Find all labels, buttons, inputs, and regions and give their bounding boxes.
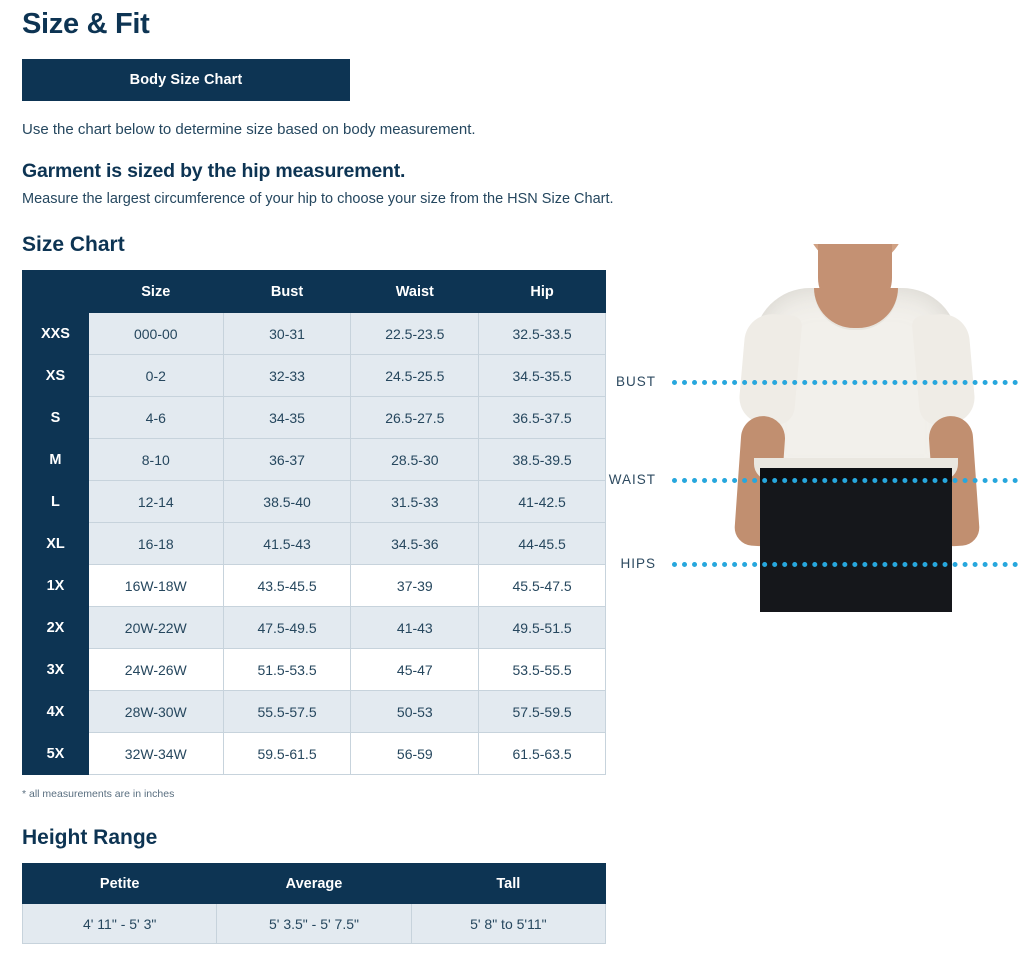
table-row — [23, 607, 606, 649]
column-header-size: Size — [88, 271, 223, 313]
cell-hip: 41-42.5 — [479, 481, 606, 523]
cell-bust: 34-35 — [223, 397, 351, 439]
height-range-table — [22, 863, 606, 944]
waist-label: WAIST — [608, 472, 656, 487]
table-row — [23, 313, 606, 355]
cell-hip: 32.5-33.5 — [479, 313, 606, 355]
cell-bust: 55.5-57.5 — [223, 691, 351, 733]
content-column — [22, 0, 662, 944]
row-label: XL — [23, 523, 89, 565]
row-label: L — [23, 481, 89, 523]
cell-size: 12-14 — [88, 481, 223, 523]
column-header-petite: Petite — [23, 864, 217, 904]
size-chart-table — [22, 270, 606, 775]
cell-waist: 41-43 — [351, 607, 479, 649]
cell-waist: 56-59 — [351, 733, 479, 775]
row-label: 2X — [23, 607, 89, 649]
table-row — [23, 523, 606, 565]
cell-waist: 45-47 — [351, 649, 479, 691]
cell-bust: 59.5-61.5 — [223, 733, 351, 775]
size-chart-heading: Size Chart — [22, 233, 125, 256]
cell-size: 20W-22W — [88, 607, 223, 649]
cell-waist: 26.5-27.5 — [351, 397, 479, 439]
row-label: 4X — [23, 691, 89, 733]
cell-waist: 22.5-23.5 — [351, 313, 479, 355]
cell-bust: 43.5-45.5 — [223, 565, 351, 607]
measurements-footnote: * all measurements are in inches — [22, 788, 175, 800]
row-label: M — [23, 439, 89, 481]
row-label: XS — [23, 355, 89, 397]
cell-bust: 51.5-53.5 — [223, 649, 351, 691]
bust-measurement-line — [672, 380, 1018, 385]
cell-size: 32W-34W — [88, 733, 223, 775]
row-label: S — [23, 397, 89, 439]
column-header-tall: Tall — [411, 864, 605, 904]
cell-waist: 31.5-33 — [351, 481, 479, 523]
intro-text: Use the chart below to determine size based on body measurement. — [22, 121, 476, 138]
cell-hip: 45.5-47.5 — [479, 565, 606, 607]
column-header-waist: Waist — [351, 271, 479, 313]
row-label: XXS — [23, 313, 89, 355]
measure-note: Measure the largest circumference of your hip to choose your size from the HSN Size Chart. — [22, 191, 614, 207]
cell-average: 5' 3.5" - 5' 7.5" — [217, 904, 411, 944]
height-range-body — [23, 904, 606, 944]
page-title: Size & Fit — [22, 8, 150, 40]
cell-bust: 36-37 — [223, 439, 351, 481]
cell-hip: 49.5-51.5 — [479, 607, 606, 649]
size-chart-header — [23, 271, 606, 313]
cell-hip: 53.5-55.5 — [479, 649, 606, 691]
cell-waist: 28.5-30 — [351, 439, 479, 481]
cell-bust: 32-33 — [223, 355, 351, 397]
column-header-blank — [23, 271, 89, 313]
column-header-average: Average — [217, 864, 411, 904]
table-row — [23, 481, 606, 523]
cell-hip: 34.5-35.5 — [479, 355, 606, 397]
cell-hip: 44-45.5 — [479, 523, 606, 565]
size-chart-body — [23, 313, 606, 775]
cell-waist: 37-39 — [351, 565, 479, 607]
hips-measurement-line — [672, 562, 1018, 567]
cell-size: 8-10 — [88, 439, 223, 481]
table-row — [23, 355, 606, 397]
table-row — [23, 733, 606, 775]
waist-measurement-line — [672, 478, 1018, 483]
table-row — [23, 439, 606, 481]
table-row — [23, 397, 606, 439]
hips-label: HIPS — [620, 556, 656, 571]
cell-waist: 24.5-25.5 — [351, 355, 479, 397]
table-row — [23, 691, 606, 733]
height-range-heading: Height Range — [22, 826, 158, 849]
cell-bust: 47.5-49.5 — [223, 607, 351, 649]
cell-size: 28W-30W — [88, 691, 223, 733]
cell-size: 000-00 — [88, 313, 223, 355]
cell-hip: 61.5-63.5 — [479, 733, 606, 775]
table-header-row — [23, 271, 606, 313]
cell-waist: 34.5-36 — [351, 523, 479, 565]
cell-bust: 41.5-43 — [223, 523, 351, 565]
table-row — [23, 565, 606, 607]
cell-petite: 4' 11" - 5' 3" — [23, 904, 217, 944]
pants-shape — [760, 468, 952, 612]
cell-bust: 38.5-40 — [223, 481, 351, 523]
cell-size: 4-6 — [88, 397, 223, 439]
table-header-row — [23, 864, 606, 904]
cell-hip: 38.5-39.5 — [479, 439, 606, 481]
cell-hip: 36.5-37.5 — [479, 397, 606, 439]
cell-bust: 30-31 — [223, 313, 351, 355]
body-size-chart-tab[interactable] — [22, 59, 350, 101]
row-label: 5X — [23, 733, 89, 775]
column-header-bust: Bust — [223, 271, 351, 313]
row-label: 1X — [23, 565, 89, 607]
height-range-header — [23, 864, 606, 904]
measurement-figure — [608, 244, 1018, 624]
cell-size: 0-2 — [88, 355, 223, 397]
cell-size: 16W-18W — [88, 565, 223, 607]
left-sleeve-shape — [737, 312, 802, 426]
cell-size: 24W-26W — [88, 649, 223, 691]
cell-waist: 50-53 — [351, 691, 479, 733]
cell-size: 16-18 — [88, 523, 223, 565]
bust-label: BUST — [615, 374, 656, 389]
model-photo — [710, 244, 1000, 612]
table-row — [23, 649, 606, 691]
sized-by-heading: Garment is sized by the hip measurement. — [22, 160, 406, 182]
row-label: 3X — [23, 649, 89, 691]
column-header-hip: Hip — [479, 271, 606, 313]
cell-tall: 5' 8" to 5'11" — [411, 904, 605, 944]
cell-hip: 57.5-59.5 — [479, 691, 606, 733]
body-size-chart-tab-label: Body Size Chart — [129, 72, 243, 88]
right-sleeve-shape — [911, 312, 976, 426]
table-row — [23, 904, 606, 944]
